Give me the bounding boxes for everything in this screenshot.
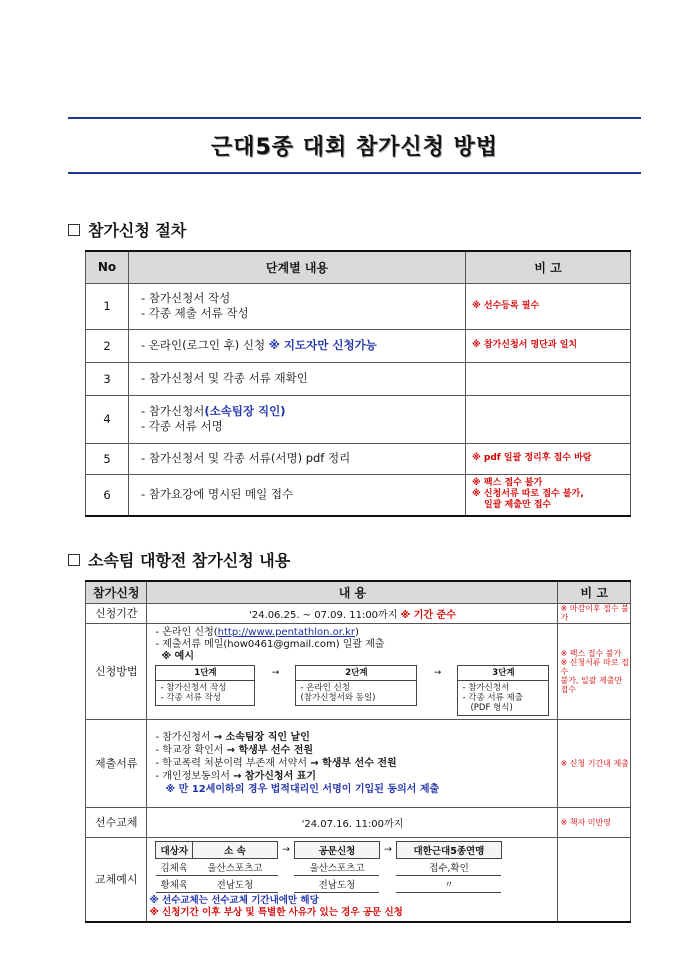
row-no: 4 xyxy=(86,395,129,443)
step-head: 2단계 xyxy=(296,666,416,681)
row-note: ※ 참가신청서 명단과 일치 xyxy=(466,329,631,362)
step-line: - 각종 서류 서명 xyxy=(141,419,223,433)
row-note: ※ pdf 일괄 정리후 접수 바람 xyxy=(466,443,631,474)
step-box-3 xyxy=(457,665,549,716)
step-line: - 온라인 신청 xyxy=(300,682,350,693)
mini-cell: 전남도청 xyxy=(294,875,379,892)
row-step xyxy=(129,283,466,329)
step-box-1 xyxy=(155,665,255,706)
note-line: ※ 팩스 접수 불가 xyxy=(560,648,622,658)
table-row xyxy=(86,329,631,362)
note-line: 불가, 일괄 제출만 접수 xyxy=(560,675,623,694)
col-no: No xyxy=(86,251,129,283)
step-line: (PDF 형식) xyxy=(470,702,513,713)
doc-target: → 학생부 선수 전원 xyxy=(226,744,314,756)
col-content: 내 용 xyxy=(147,581,558,603)
mini-col-team: 소 속 xyxy=(193,841,278,858)
doc-line xyxy=(155,770,549,783)
doc-target: → 소속팀장 직인 날인 xyxy=(213,731,310,743)
row-note xyxy=(558,837,631,922)
step-head: 3단계 xyxy=(458,666,548,681)
note-line: ※ 팩스 접수 불가 xyxy=(472,478,543,489)
doc-line xyxy=(155,757,549,770)
row-step xyxy=(129,329,466,362)
pentathlon-link[interactable]: http://www.pentathlon.or.kr xyxy=(217,626,356,638)
row-content xyxy=(147,837,558,922)
row-label: 신청기간 xyxy=(86,603,147,623)
row-note: ※ 마감이후 접수 불가 xyxy=(558,603,631,623)
method-text: - 온라인 신청( xyxy=(155,626,218,638)
row-content xyxy=(147,719,558,807)
doc-line xyxy=(155,731,549,744)
step-flow xyxy=(155,665,549,716)
swap-example-table xyxy=(155,841,501,893)
row-no: 6 xyxy=(86,474,129,516)
swap-row xyxy=(86,807,631,837)
table-row xyxy=(86,362,631,395)
col-step: 단계별 내용 xyxy=(129,251,466,283)
row-step xyxy=(129,395,466,443)
doc-text: - 참가신청서 xyxy=(155,731,214,743)
note-line: 일괄 제출만 접수 xyxy=(484,500,552,511)
example-note: ※ 신청기간 이후 부상 및 특별한 사유가 있는 경우 공문 신청 xyxy=(149,906,403,918)
doc-text: - 개인정보동의서 xyxy=(155,770,234,782)
row-no: 3 xyxy=(86,362,129,395)
team-application-table xyxy=(85,580,631,923)
arrow-right-icon: → xyxy=(433,667,442,678)
row-content: '24.07.16. 11:00까지 xyxy=(147,807,558,837)
docs-row xyxy=(86,719,631,807)
row-step: - 참가요강에 명시된 메일 접수 xyxy=(129,474,466,516)
row-step: - 참가신청서 및 각종 서류 재확인 xyxy=(129,362,466,395)
procedure-table xyxy=(85,250,631,517)
example-notes xyxy=(147,893,557,921)
table-row xyxy=(86,443,631,474)
example-row xyxy=(86,837,631,922)
step-highlight: ※ 지도자만 신청가능 xyxy=(268,338,377,352)
step-line: - 각종 서류 작성 xyxy=(160,692,221,703)
period-text: '24.06.25. ~ 07.09. 11:00까지 xyxy=(249,609,401,621)
mini-cell: 울산스포츠고 xyxy=(294,858,379,875)
mini-cell: 울산스포츠고 xyxy=(193,858,278,875)
section2-heading xyxy=(68,548,290,571)
row-no: 2 xyxy=(86,329,129,362)
doc-text: - 학교폭력 처분이력 부존재 서약서 xyxy=(155,757,311,769)
row-note xyxy=(466,395,631,443)
row-note xyxy=(466,362,631,395)
step-line: - 참가신청서 xyxy=(462,682,510,693)
step-line: - 참가신청서 작성 xyxy=(160,682,227,693)
table-header-row xyxy=(86,581,631,603)
doc-target: → 참가신청서 표기 xyxy=(233,770,317,782)
doc-target: → 학생부 선수 전원 xyxy=(310,757,397,769)
example-label: ※ 예시 xyxy=(161,650,194,662)
row-label: 신청방법 xyxy=(86,623,147,719)
note-line: ※ 신청서류 따로 접수 xyxy=(560,657,629,676)
mini-cell: 전남도청 xyxy=(193,875,278,892)
example-note: ※ 선수교체는 선수교체 기간내에만 해당 xyxy=(149,894,319,906)
arrow-right-icon: → xyxy=(383,844,392,855)
step-highlight: (소속팀장 직인) xyxy=(204,404,286,418)
mini-header-row xyxy=(156,841,501,858)
row-content xyxy=(147,623,558,719)
col-note: 비 고 xyxy=(558,581,631,603)
arrow-right-icon: → xyxy=(282,844,290,855)
method-row xyxy=(86,623,631,719)
mini-cell: 황체육 xyxy=(156,875,193,892)
table-row xyxy=(86,283,631,329)
doc-line xyxy=(155,744,549,757)
method-text: - 제출서류 메일(how0461@gmail.com) 일괄 제출 xyxy=(155,638,385,650)
table-row xyxy=(86,474,631,516)
row-no: 5 xyxy=(86,443,129,474)
square-bullet-icon xyxy=(68,554,80,566)
table-row xyxy=(86,395,631,443)
mini-row xyxy=(156,875,501,892)
mini-col-federation: 대한근대5종연맹 xyxy=(396,841,501,858)
row-label: 교체예시 xyxy=(86,837,147,922)
page-title: 근대5종 대회 참가신청 방법 xyxy=(210,135,499,160)
step-line: - 참가신청서 작성 xyxy=(141,291,231,305)
table-header-row xyxy=(86,251,631,283)
row-no: 1 xyxy=(86,283,129,329)
mini-cell: 〃 xyxy=(396,875,501,892)
row-note: ※ 신청 기간내 제출 xyxy=(558,719,631,807)
row-content xyxy=(147,603,558,623)
mini-cell: 김체육 xyxy=(156,858,193,875)
row-note: ※ 선수등록 필수 xyxy=(466,283,631,329)
mini-row xyxy=(156,858,501,875)
mini-col-request: 공문신청 xyxy=(294,841,379,858)
step-line: - 각종 서류 제출 xyxy=(462,692,523,703)
mini-col-target: 대상자 xyxy=(156,841,193,858)
period-row xyxy=(86,603,631,623)
arrow-right-icon: → xyxy=(271,667,280,678)
section1-heading xyxy=(68,218,186,241)
step-text: - 온라인(로그인 후) 신청 xyxy=(141,338,269,352)
step-head: 1단계 xyxy=(156,666,254,681)
docs-warning: ※ 만 12세이하의 경우 법적대리인 서명이 기입된 동의서 제출 xyxy=(165,783,440,795)
row-step: - 참가신청서 및 각종 서류(서명) pdf 정리 xyxy=(129,443,466,474)
row-note: ※ 책자 미반영 xyxy=(558,807,631,837)
col-note: 비 고 xyxy=(466,251,631,283)
period-highlight: ※ 기간 준수 xyxy=(400,609,456,621)
step-text: - 참가신청서 xyxy=(141,404,205,418)
step-line: - 각종 제출 서류 작성 xyxy=(141,306,249,320)
row-label: 제출서류 xyxy=(86,719,147,807)
section2-title: 소속팀 대항전 참가신청 내용 xyxy=(88,551,291,570)
step-box-2 xyxy=(295,665,417,706)
mini-cell: 접수,확인 xyxy=(396,858,501,875)
row-label: 선수교체 xyxy=(86,807,147,837)
title-banner xyxy=(68,117,641,174)
square-bullet-icon xyxy=(68,224,80,236)
doc-text: - 학교장 확인서 xyxy=(155,744,227,756)
row-note xyxy=(466,474,631,516)
col-category: 참가신청 xyxy=(86,581,147,603)
row-note xyxy=(558,623,631,719)
section1-title: 참가신청 절차 xyxy=(88,221,187,240)
note-line: ※ 신청서류 따로 접수 불가, xyxy=(472,489,584,500)
step-line: (참가신청서와 동일) xyxy=(300,692,376,703)
method-text: ) xyxy=(355,626,359,638)
